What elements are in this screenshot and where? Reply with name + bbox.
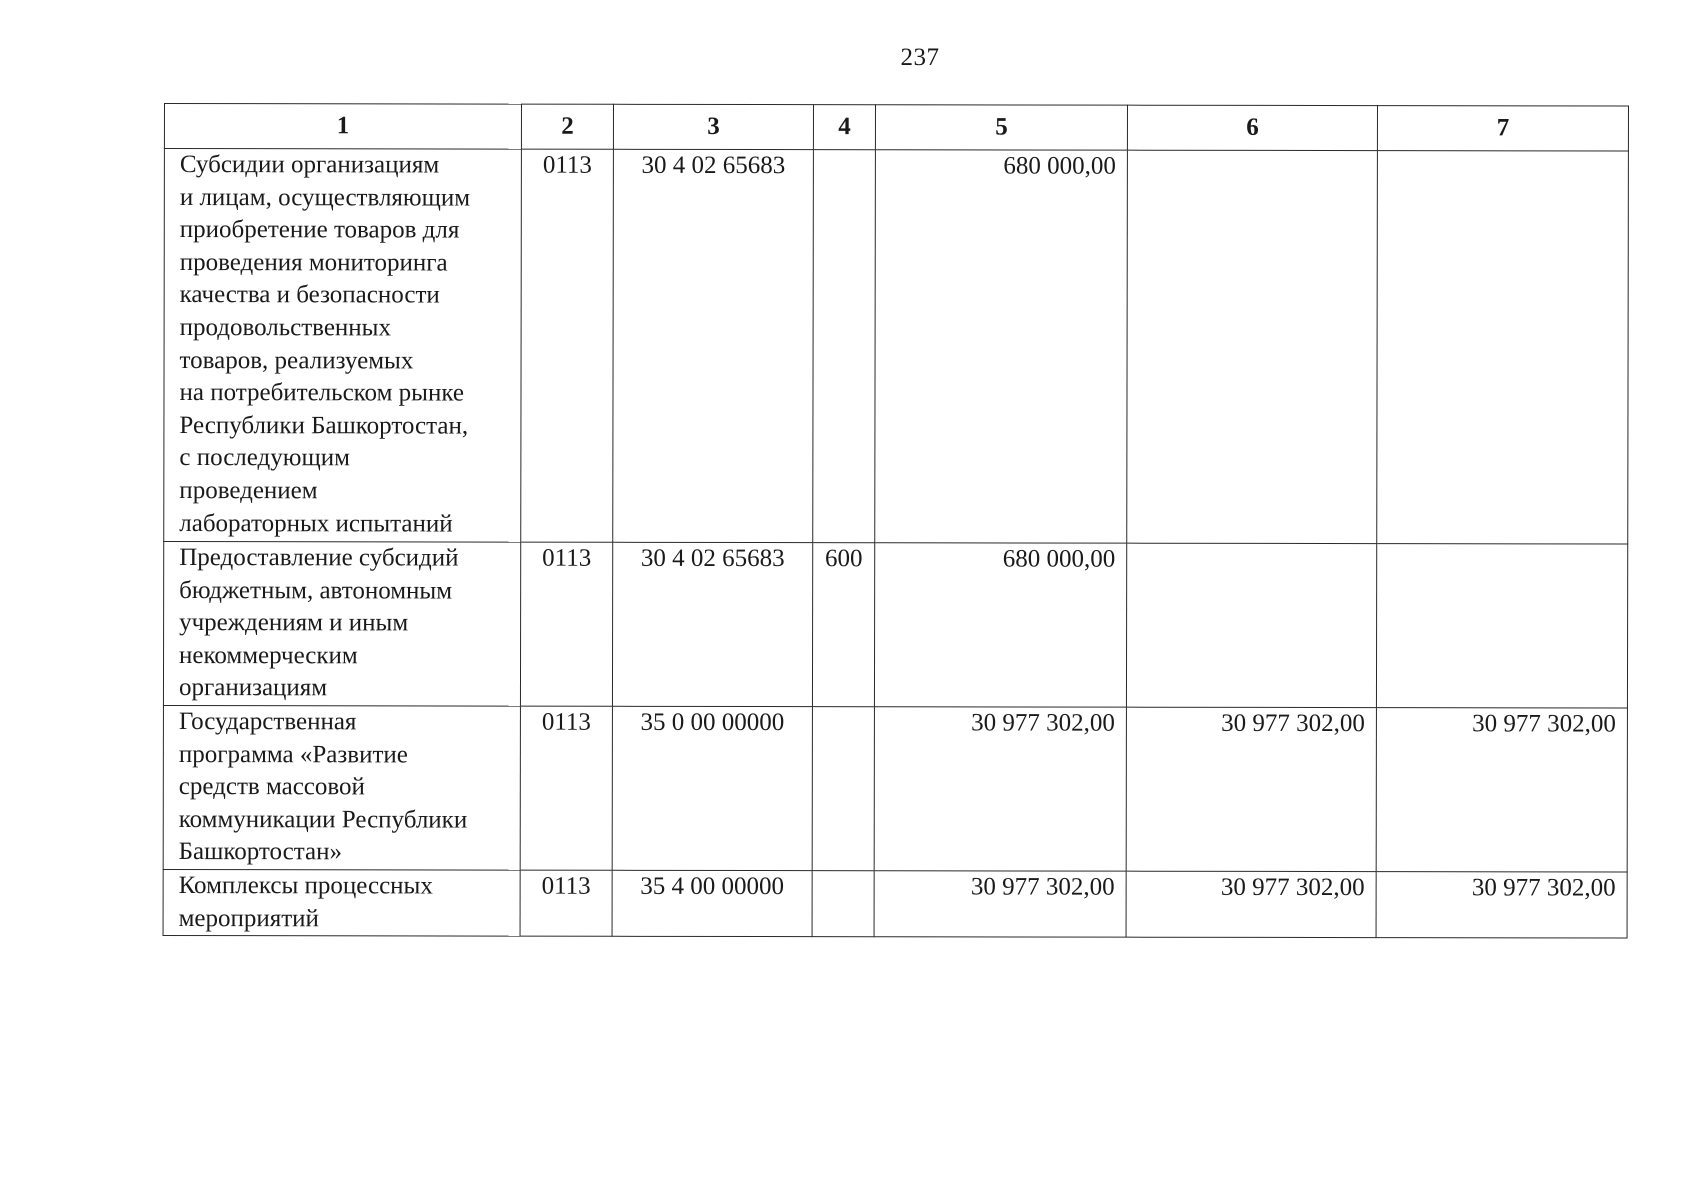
expense-type: 600 [812,543,874,707]
header-col-1: 1 [164,104,521,150]
table-row [163,869,1627,938]
sum-col-6 [1127,150,1378,543]
sum-col-7 [1376,544,1627,708]
budget-table [163,103,1629,939]
header-col-4: 4 [813,105,875,150]
row-name: Субсидии организациям и лицам, осуществляющим приобретение товаров для проведения мониторинга качества и безопасности продовольственных товаров, реализуемых на потребительском рынке Республики Башкортостан, с последующим проведением лабораторных испытаний [179,151,471,538]
sum-col-5: 680 000,00 [875,150,1128,543]
table-row [163,705,1627,872]
expense-type [812,871,874,937]
row-name-cell [164,149,522,543]
row-name-cell [163,869,520,936]
sum-col-7: 30 977 302,00 [1376,872,1627,939]
header-col-5: 5 [875,105,1127,150]
section-code: 0113 [521,149,614,542]
row-name-cell [163,542,520,707]
sum-col-6: 30 977 302,00 [1126,871,1376,938]
table-row [163,542,1627,709]
target-code: 35 4 00 00000 [612,870,812,937]
row-name: Комплексы процессных мероприятий [178,872,433,932]
header-row [164,104,1628,152]
table-row [164,149,1629,545]
row-name-cell [163,705,520,870]
target-code: 30 4 02 65683 [613,149,814,542]
header-col-2: 2 [521,104,613,149]
sum-col-7: 30 977 302,00 [1376,708,1627,872]
sum-col-7 [1377,151,1629,544]
target-code: 30 4 02 65683 [612,542,812,706]
sum-col-5: 30 977 302,00 [874,871,1126,938]
section-code: 0113 [520,542,612,706]
sum-col-5: 680 000,00 [874,543,1126,707]
row-name: Государственная программа «Развитие средств массовой коммуникации Республики Башкортостан» [178,708,468,866]
header-col-3: 3 [613,104,813,149]
section-code: 0113 [520,706,612,870]
header-col-7: 7 [1377,106,1628,151]
row-name: Предоставление субсидий бюджетным, автономным учреждениям и иным некоммерческим организациям [178,544,459,702]
sum-col-6: 30 977 302,00 [1126,707,1376,871]
page-number: 237 [900,44,940,71]
target-code: 35 0 00 00000 [612,706,812,870]
sum-col-6 [1126,543,1376,707]
header-col-6: 6 [1127,105,1377,150]
expense-type [812,707,874,871]
section-code: 0113 [520,870,612,936]
sum-col-5: 30 977 302,00 [874,707,1126,871]
expense-type [813,150,876,543]
